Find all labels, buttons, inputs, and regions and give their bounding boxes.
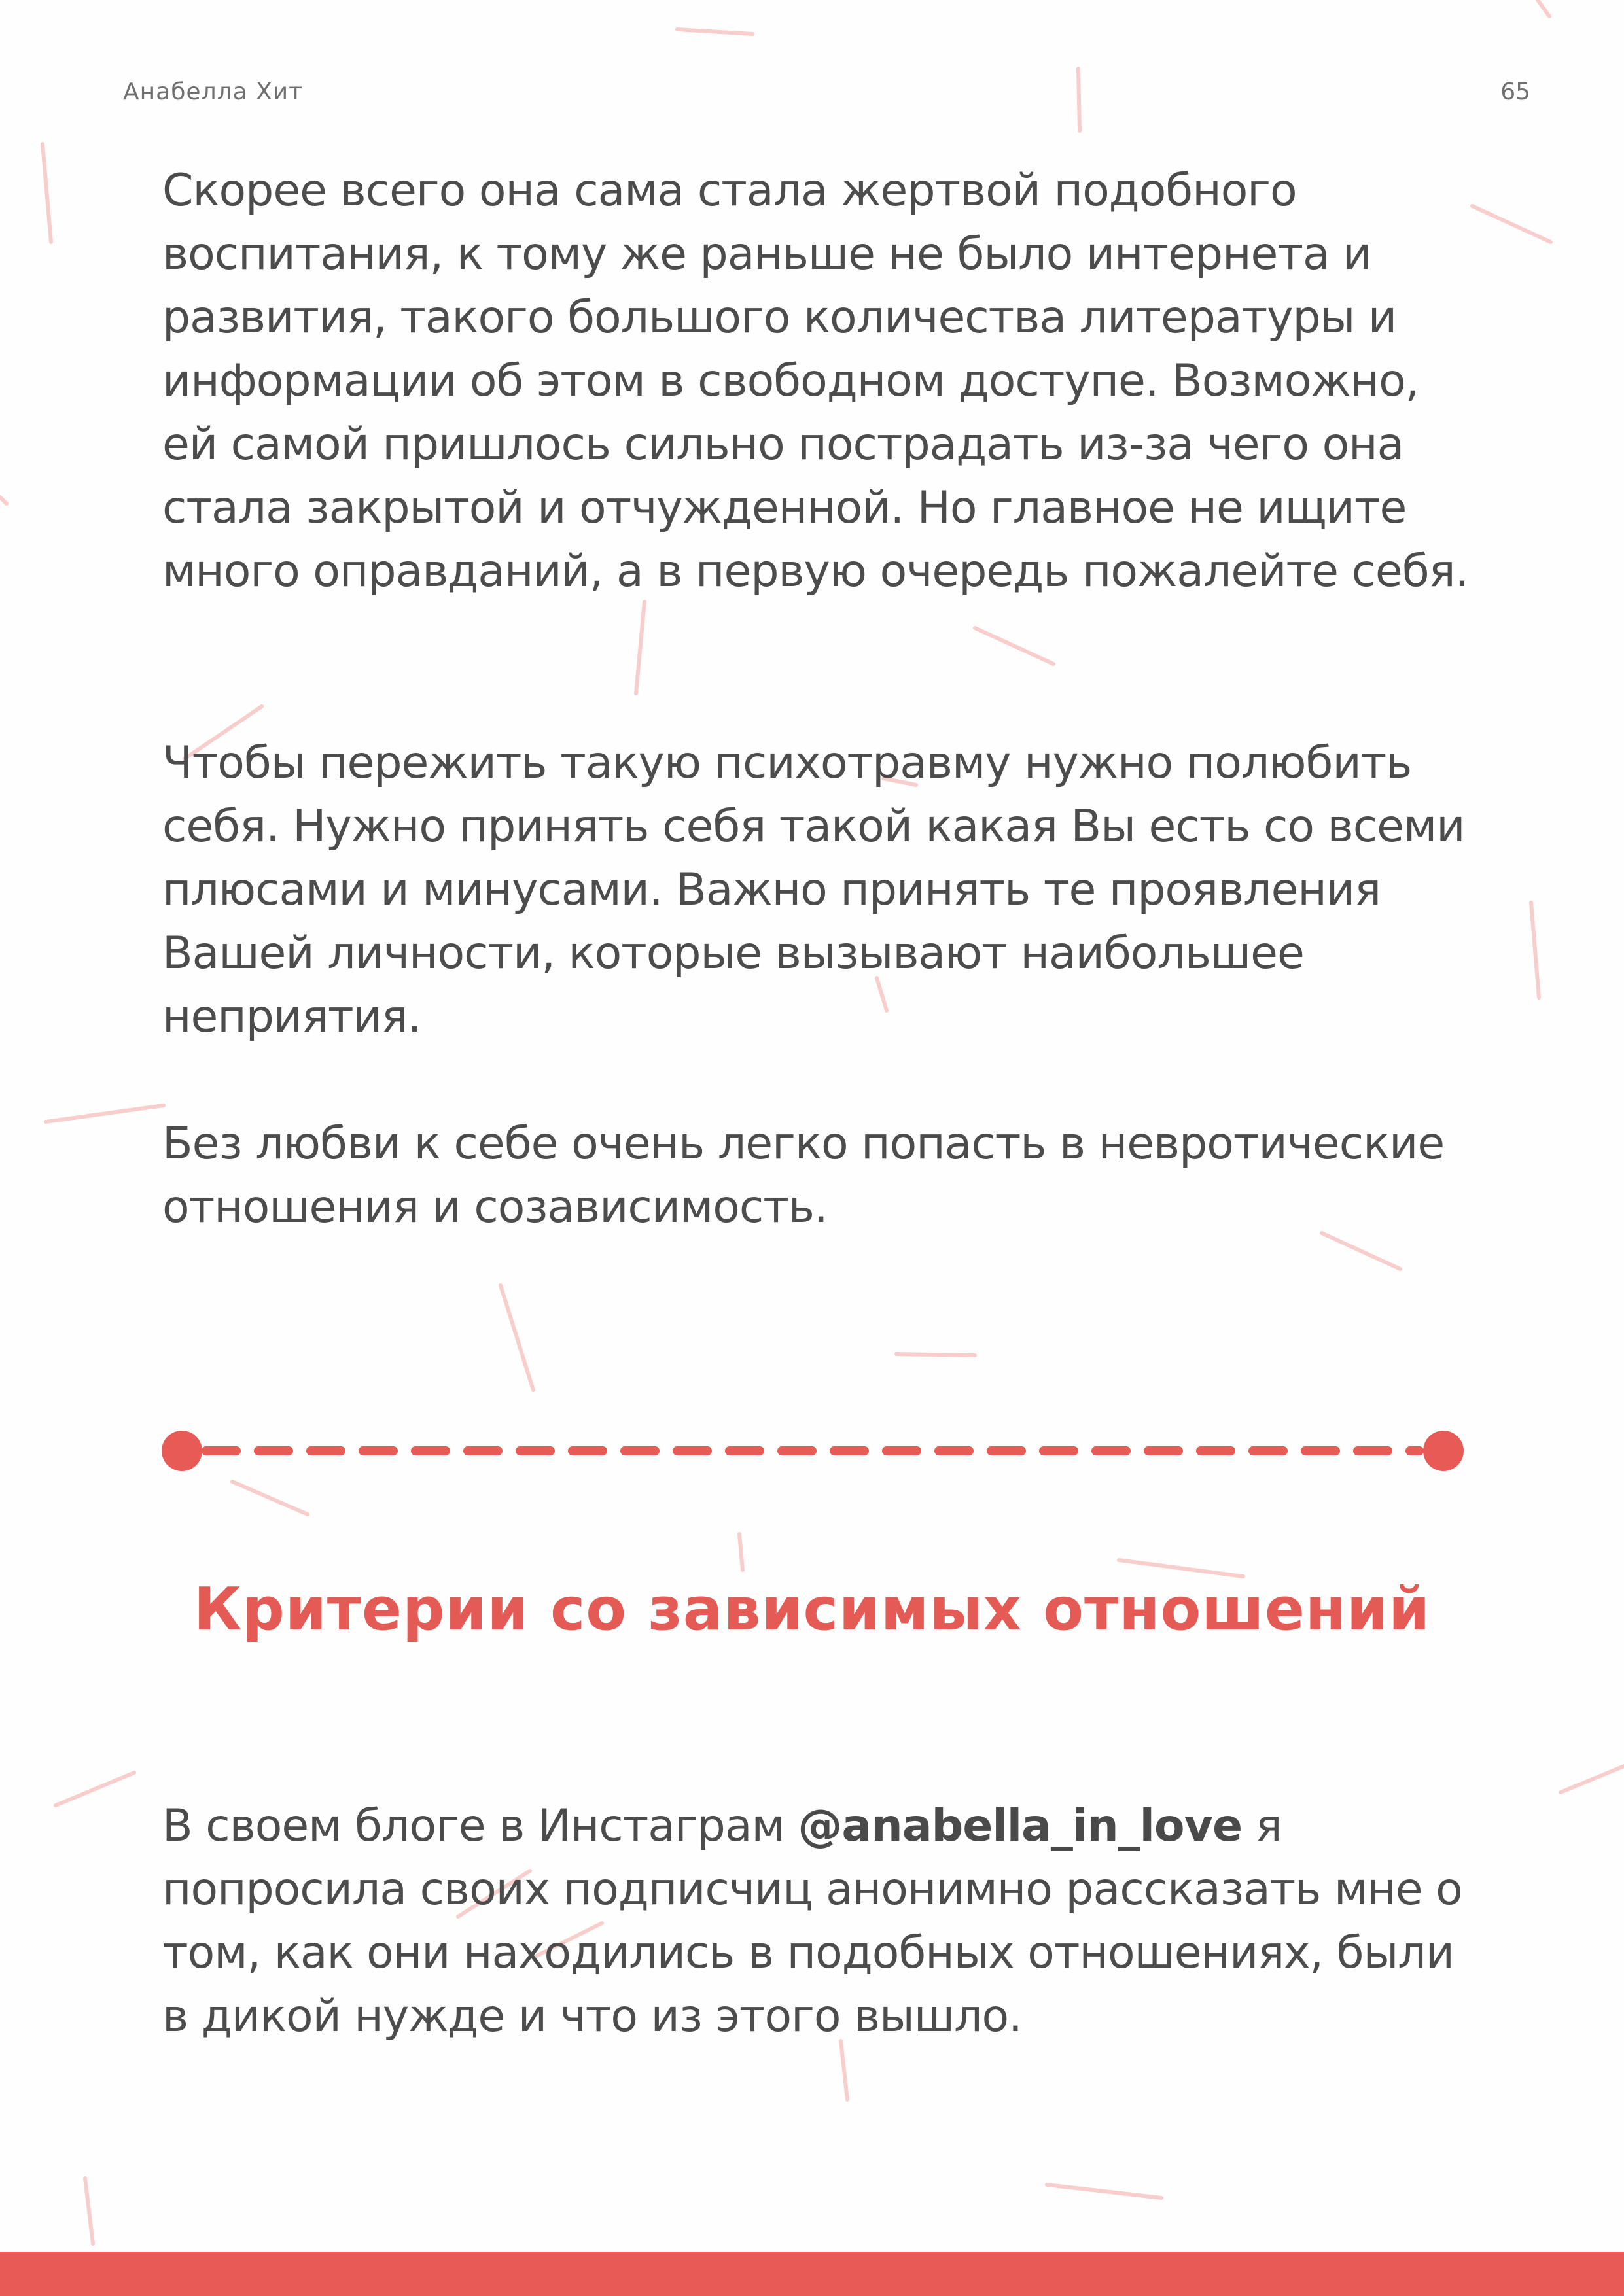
section-heading: Критерии со зависимых отношений	[193, 1575, 1431, 1644]
dashed-divider	[160, 1429, 1465, 1472]
paragraph-text	[162, 1794, 1484, 2048]
footer-accent-bar	[0, 2252, 1624, 2296]
paragraph-3	[162, 1112, 1484, 1239]
paragraph-text: Скорее всего она сама стала жертвой подобного воспитания, к тому же раньше не было интернета и развития, такого большого количества литературы и информации об этом в свободном доступе. Возможно, ей самой пришлось сильно пострадать из-за чего она стала закрытой и отчужденной. Но главное не ищите много оправданий, а в первую очередь пожалейте себя.	[162, 165, 1469, 597]
intro-before-text: В своем блоге в Инстаграм	[162, 1800, 798, 1852]
instagram-handle: @anabella_in_love	[798, 1800, 1243, 1852]
paragraph-2	[162, 731, 1484, 1049]
divider-right-dot	[1423, 1431, 1464, 1471]
paragraph-4	[162, 1794, 1484, 2048]
paragraph-1	[162, 159, 1484, 603]
intro-after-text: я попросила своих подписчиц анонимно рассказать мне о том, как они находились в подобных отношениях, были в дикой нужде и что из этого вышло.	[162, 1800, 1462, 2042]
paragraph-text: Без любви к себе очень легко попасть в невротические отношения и созависимость.	[162, 1118, 1445, 1233]
running-header-author: Анабелла Хит	[123, 78, 304, 105]
page-number: 65	[1500, 78, 1530, 105]
divider-left-dot	[162, 1431, 202, 1471]
paragraph-text: Чтобы пережить такую психотравму нужно полюбить себя. Нужно принять себя такой какая Вы есть со всеми плюсами и минусами. Важно принять те проявления Вашей личности, которые вызывают наибольшее неприятия.	[162, 737, 1465, 1043]
